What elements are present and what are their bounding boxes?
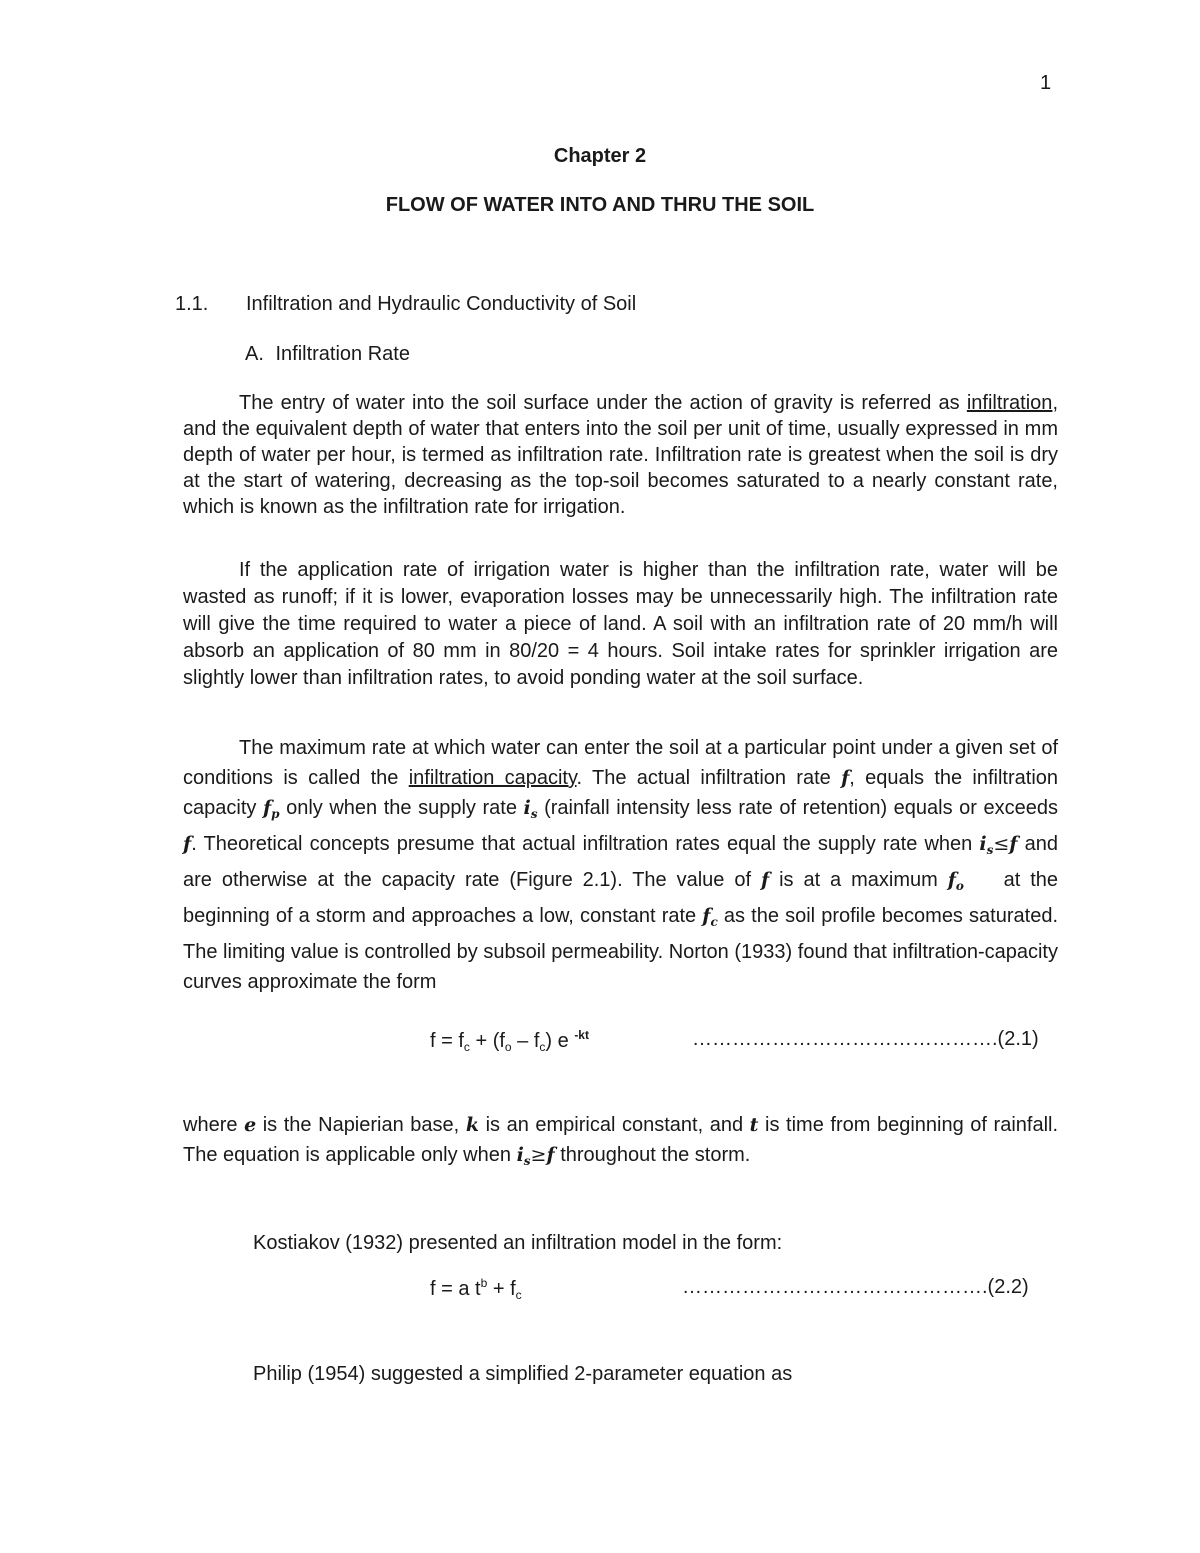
- equation-2-1-number: ……………………………………….(2.1): [692, 1028, 1039, 1050]
- p3-text-4: only when the supply rate: [286, 797, 517, 819]
- equation-2-1: $f = f_c + (f_o - f_c)$ e $^{-kt}$: [430, 1028, 589, 1054]
- subsection-heading: [245, 343, 410, 366]
- p3-text-9: at the beginning of a storm and approaches a low, constant rate: [183, 869, 1059, 927]
- symbol-k: k: [465, 1114, 479, 1136]
- symbol-fp: $f_p$: [262, 797, 280, 821]
- symbol-f: f: [841, 767, 850, 789]
- term-infiltration-capacity: infiltration capacity: [408, 767, 577, 789]
- paragraph-where: where e is the Napierian base, k is an empirical constant, and t is time from beginning of rainfall. The equation is applicable only when $i_s\ge f$ throughout the storm.: [183, 1114, 1059, 1168]
- symbol-t: t: [749, 1114, 759, 1136]
- section-title: Infiltration and Hydraulic Conductivity of Soil: [246, 293, 637, 315]
- paragraph-kostiakov: Kostiakov (1932) presented an infiltration model in the form:: [253, 1232, 783, 1254]
- page-number: 1: [1040, 72, 1052, 94]
- page-title: FLOW OF WATER INTO AND THRU THE SOIL: [385, 194, 815, 216]
- symbol-is-ge-f: $i_s\ge f$: [516, 1144, 555, 1168]
- section-heading: [175, 293, 637, 316]
- subsection-letter: A.: [245, 343, 264, 365]
- symbol-is-le-f: $i_s\le f$: [979, 833, 1018, 857]
- equation-2-2: f = a $t^b + f_c$: [430, 1276, 522, 1302]
- term-infiltration: infiltration: [966, 392, 1053, 414]
- equation-2-2-number: ……………………………………….(2.2): [682, 1276, 1029, 1298]
- paragraph-application-rate: If the application rate of irrigation water is higher than the infiltration rate, water will be wasted as runoff; if it is lower, evaporation losses may be unnecessarily high. The infiltration rate will give the time required to water a piece of land. A soil with an infiltration rate of 20 mm/h will absorb an application of 80 mm in 80/20 = 4 hours. Soil intake rates for sprinkler irrigation are slightly lower than infiltration rates, to avoid ponding water at the soil surface.: [183, 559, 1058, 689]
- symbol-fc: $f_c$: [702, 905, 718, 929]
- symbol-is: $i_s$: [523, 797, 538, 821]
- p3-text-6: . Theoretical concepts presume that actual infiltration rates equal the supply rate when: [191, 833, 973, 855]
- p3-text-7: and are otherwise at the capacity rate (Figure 2.1). The value of: [183, 833, 1058, 891]
- p3-text-3: , equals the infiltration capacity: [183, 767, 1059, 819]
- p1-text-a: The entry of water into the soil surface under the action of gravity is referred as: [239, 392, 960, 414]
- p3-text-10: as the soil profile becomes saturated. The limiting value is controlled by subsoil permeability. Norton (1933) found that infiltration-capacity curves approximate the form: [183, 905, 1058, 993]
- symbol-f: f: [760, 869, 770, 891]
- symbol-fo: $f_o$: [947, 869, 964, 893]
- symbol-f: f: [183, 833, 192, 855]
- p3-text-1: The maximum rate at which water can enter the soil at a particular point under a given set of conditions is called the: [183, 737, 1058, 789]
- p3-text-5: (rainfall intensity less rate of retention) equals or exceeds: [544, 797, 1059, 819]
- p1-text-b: , and the equivalent depth of water that enters into the soil per unit of time, usually expressed in mm depth of water per hour, is termed as infiltration rate. Infiltration rate is greatest when the soil is dry at the start of watering, decreasing as the top-soil becomes saturated to a nearly constant rate, which is known as the infiltration rate for irrigation.: [183, 392, 1058, 518]
- section-number: 1.1.: [175, 293, 209, 315]
- p3-text-8: is at a maximum: [779, 869, 938, 891]
- subsection-title: Infiltration Rate: [275, 343, 410, 365]
- paragraph-philip: Philip (1954) suggested a simplified 2-parameter equation as: [253, 1363, 793, 1385]
- symbol-e: e: [244, 1114, 257, 1136]
- p3-text-2: . The actual infiltration rate: [576, 767, 831, 789]
- chapter-heading: Chapter 2: [553, 145, 647, 167]
- paragraph-infiltration-capacity: [183, 733, 1058, 997]
- paragraph-infiltration: [183, 390, 1058, 520]
